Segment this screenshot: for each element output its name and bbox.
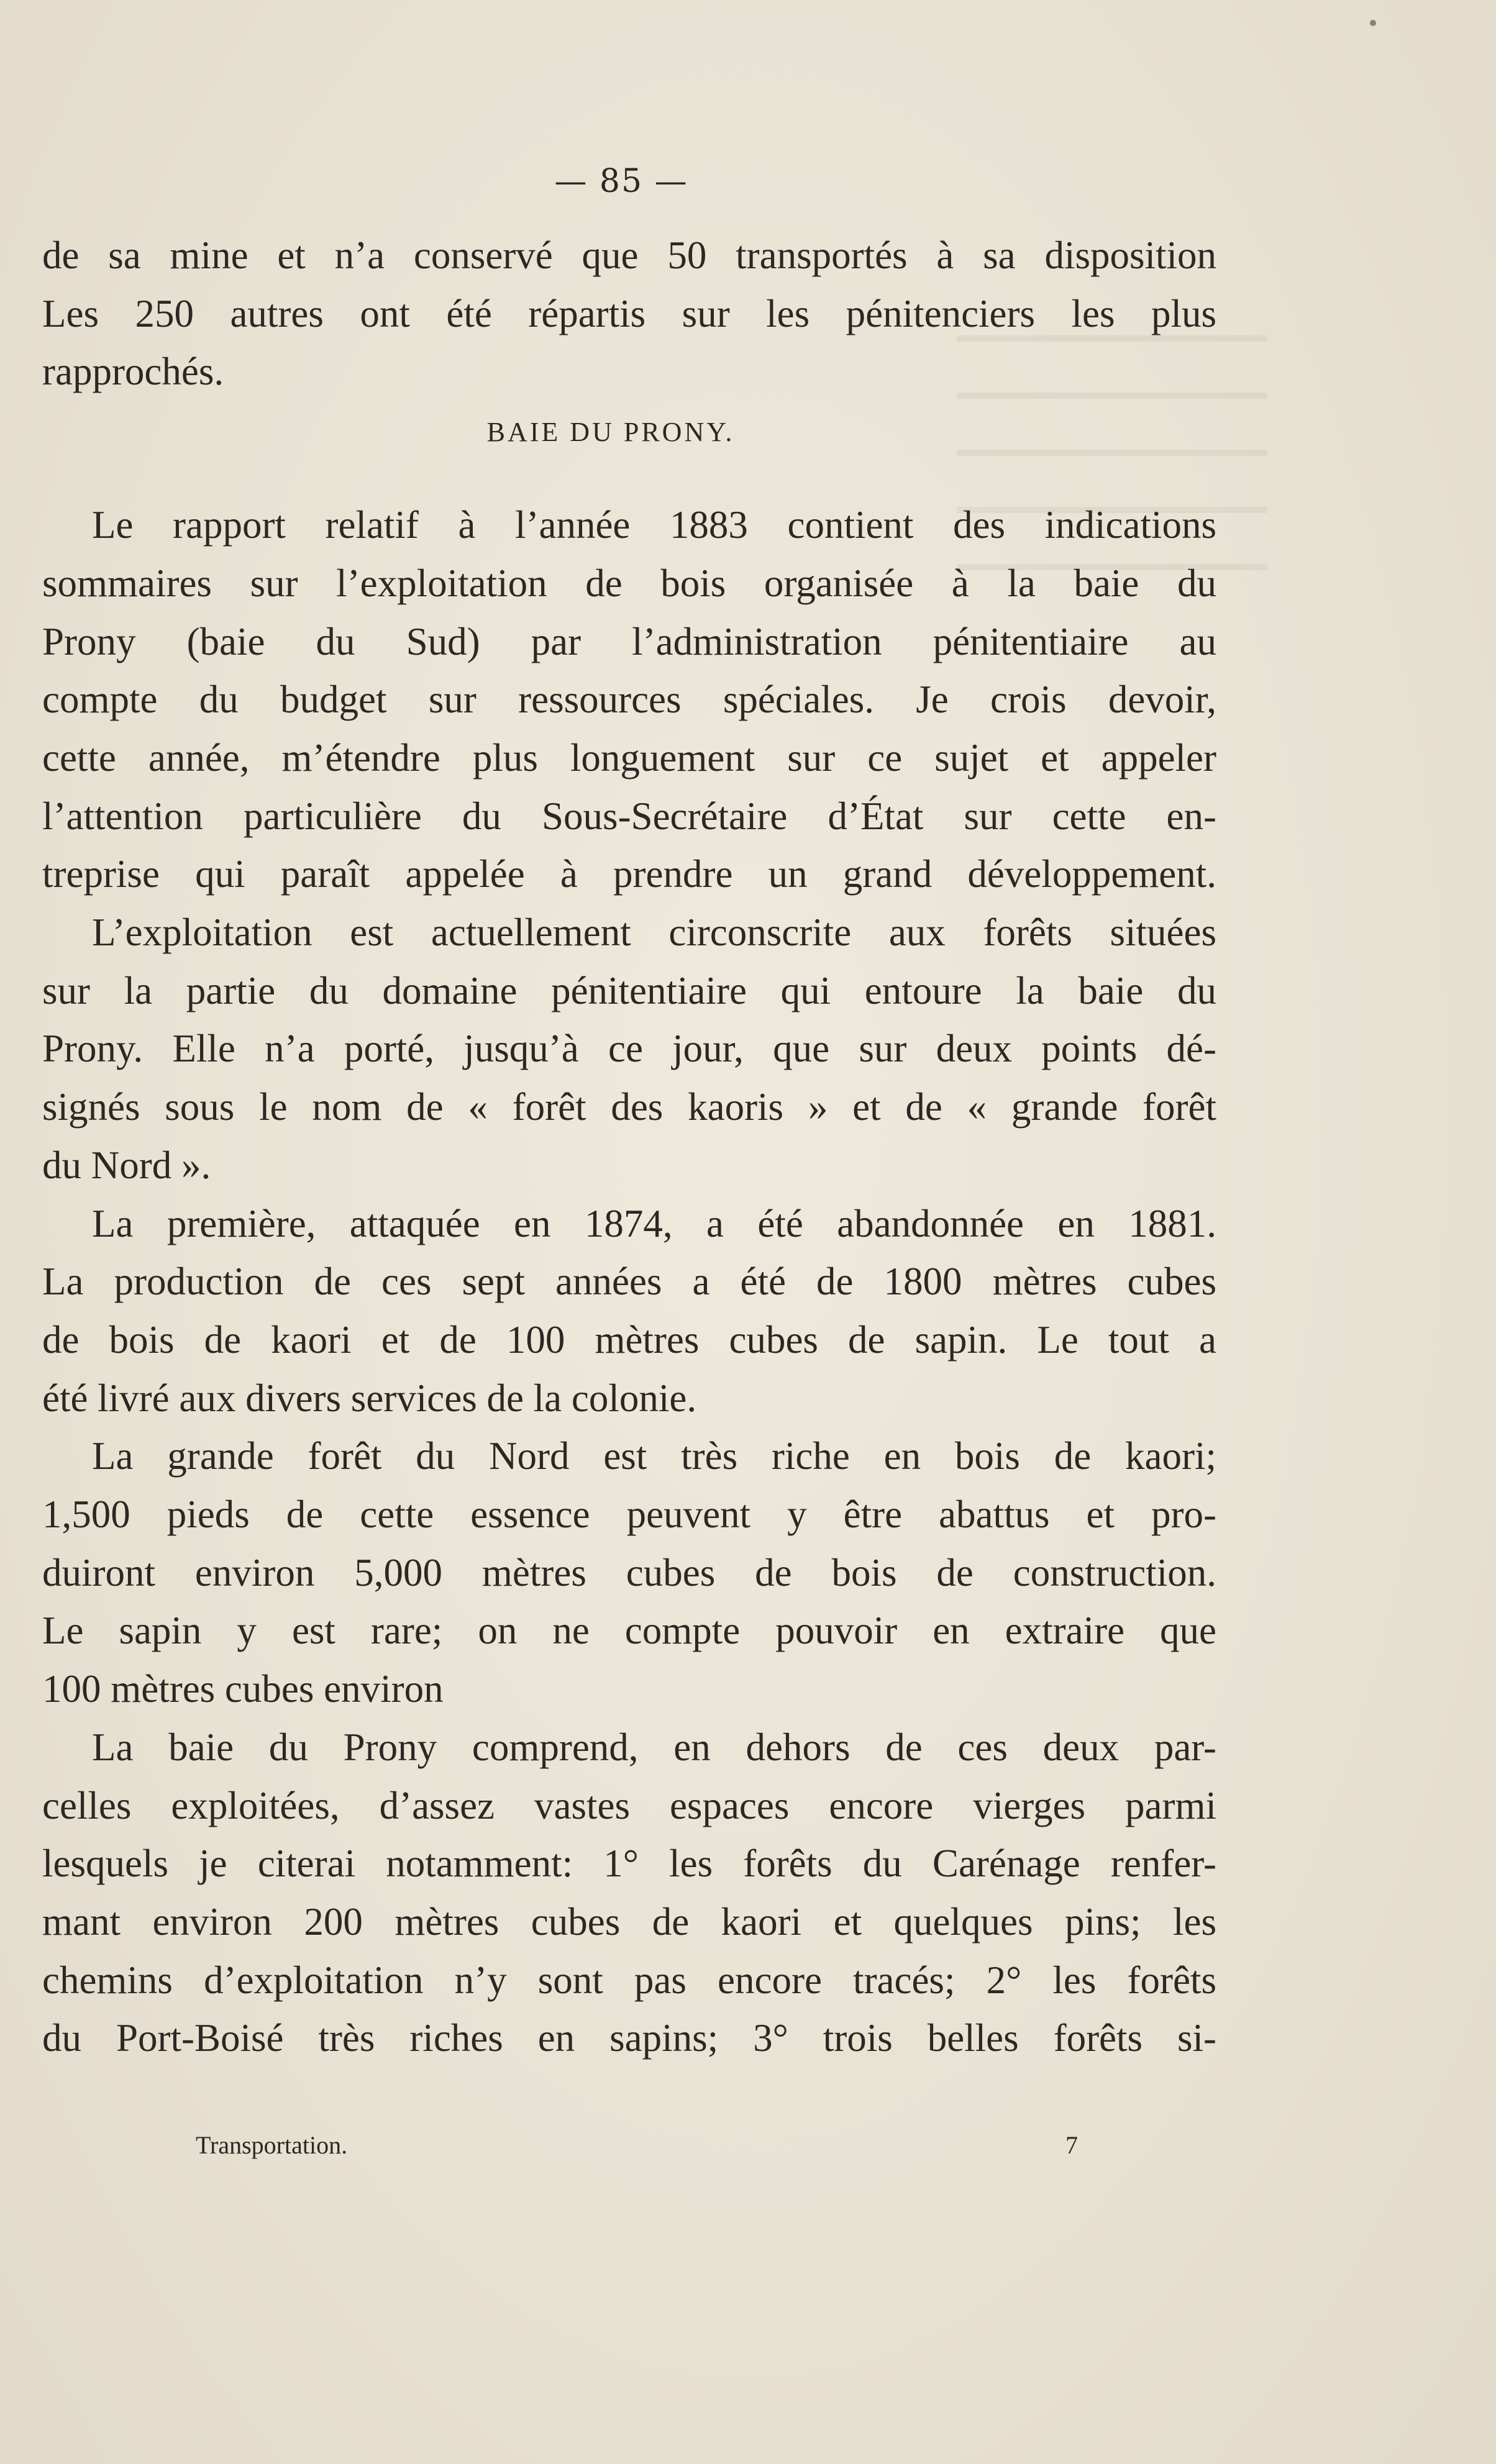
text-line: compte du budget sur ressources spéciales. Je crois devoir, xyxy=(42,678,1216,722)
text-line: 100 mètres cubes environ xyxy=(42,1667,444,1711)
text-line: cette année, m’étendre plus longuement sur ce sujet et appeler xyxy=(42,735,1216,780)
text-line: signés sous le nom de « forêt des kaoris » et de « grande forêt xyxy=(42,1085,1216,1129)
paragraph xyxy=(42,1719,1216,2068)
section-heading: BAIE DU PRONY. xyxy=(486,417,735,448)
paragraph xyxy=(42,1427,1216,1719)
paragraph xyxy=(42,904,1216,1195)
opening-paragraph xyxy=(42,227,1216,401)
text-line: La production de ces sept années a été de 1800 mètres cubes xyxy=(42,1260,1216,1304)
paragraph xyxy=(42,1195,1216,1428)
text-line: treprise qui paraît appelée à prendre un grand développement. xyxy=(42,852,1216,896)
sheet-number: 7 xyxy=(1065,2131,1078,2159)
text-line: 1,500 pieds de cette essence peuvent y être abattus et pro- xyxy=(42,1493,1216,1537)
text-line: sommaires sur l’exploitation de bois organisée à la baie du xyxy=(42,561,1216,605)
text-line: Les 250 autres ont été répartis sur les pénitenciers les plus xyxy=(42,291,1216,335)
text-line: Prony (baie du Sud) par l’administration pénitentiaire au xyxy=(42,619,1216,663)
text-line: L’exploitation est actuellement circonscrite aux forêts situées xyxy=(92,911,1216,955)
text-line: La première, attaquée en 1874, a été abandonnée en 1881. xyxy=(92,1201,1216,1245)
page-number: — 85 — xyxy=(554,163,688,200)
text-line: rapprochés. xyxy=(42,350,224,394)
signature-mark: Transportation. xyxy=(196,2131,348,2159)
text-line: lesquels je citerai notamment: 1° les forêts du Carénage renfer- xyxy=(42,1842,1216,1886)
text-line: chemins d’exploitation n’y sont pas encore tracés; 2° les forêts xyxy=(42,1958,1216,2002)
body-text xyxy=(42,227,1216,2068)
text-line: du Nord ». xyxy=(42,1143,211,1187)
text-line: été livré aux divers services de la colonie. xyxy=(42,1376,697,1420)
text-line: l’attention particulière du Sous-Secrétaire d’État sur cette en- xyxy=(42,794,1216,838)
paper-speck xyxy=(1370,20,1376,26)
text-line: La grande forêt du Nord est très riche en bois de kaori; xyxy=(92,1434,1216,1478)
paragraph xyxy=(42,496,1216,904)
text-line: Le rapport relatif à l’année 1883 contient des indications xyxy=(92,503,1216,547)
text-line: du Port-Boisé très riches en sapins; 3° trois belles forêts si- xyxy=(42,2016,1216,2060)
text-line: celles exploitées, d’assez vastes espaces encore vierges parmi xyxy=(42,1783,1216,1827)
text-line: Prony. Elle n’a porté, jusqu’à ce jour, que sur deux points dé- xyxy=(42,1027,1216,1071)
text-line: Le sapin y est rare; on ne compte pouvoir en extraire que xyxy=(42,1609,1216,1653)
text-line: de bois de kaori et de 100 mètres cubes de sapin. Le tout a xyxy=(42,1317,1216,1362)
text-line: de sa mine et n’a conservé que 50 transportés à sa disposition xyxy=(42,234,1216,277)
text-line: sur la partie du domaine pénitentiaire qui entoure la baie du xyxy=(42,968,1216,1012)
text-line: duiront environ 5,000 mètres cubes de bois de construction. xyxy=(42,1550,1216,1594)
text-line: mant environ 200 mètres cubes de kaori et quelques pins; les xyxy=(42,1899,1216,1943)
text-line: La baie du Prony comprend, en dehors de ces deux par- xyxy=(92,1725,1216,1769)
